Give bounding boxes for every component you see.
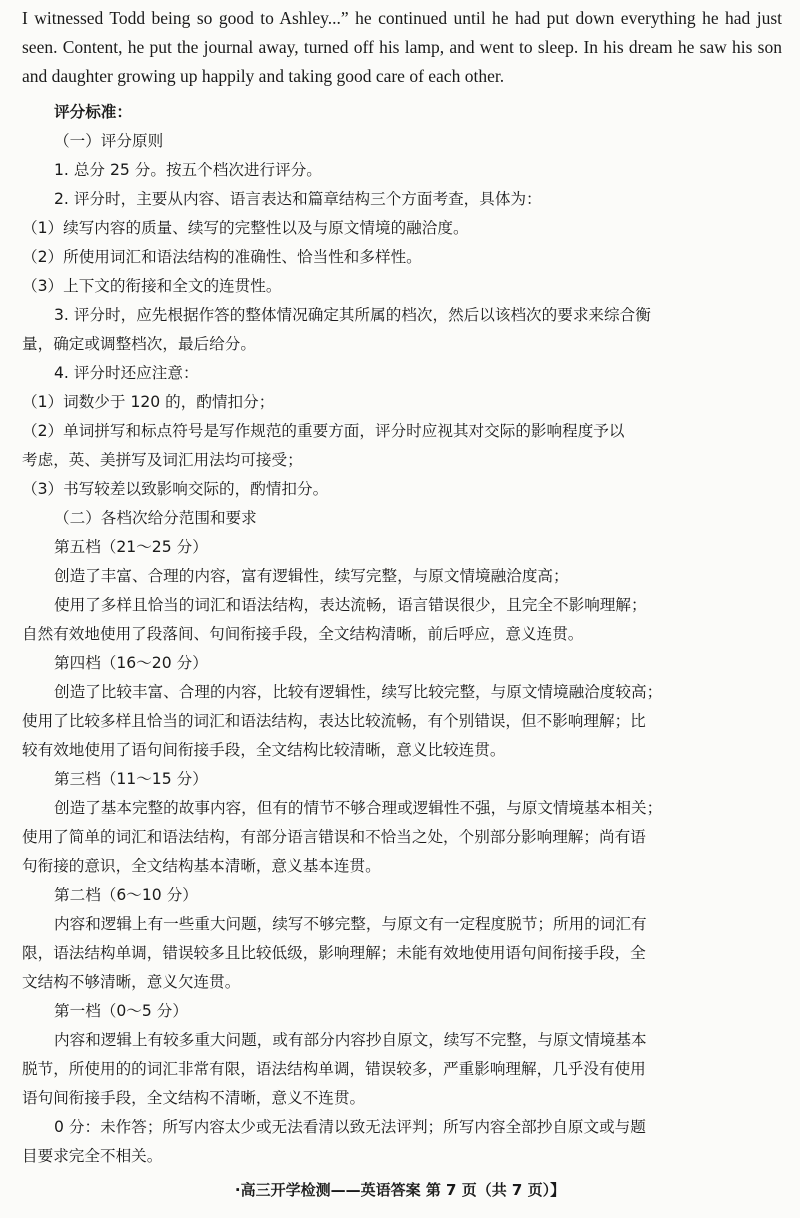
section-grades-title: （二）各档次给分范围和要求: [54, 509, 257, 527]
grade-3-line-3: 句衔接的意识，全文结构基本清晰，意义基本连贯。: [22, 857, 381, 875]
principle-1: 1. 总分 25 分。按五个档次进行评分。: [54, 161, 322, 179]
principle-3-line-1: 3. 评分时，应先根据作答的整体情况确定其所属的档次，然后以该档次的要求来综合衡: [54, 306, 651, 324]
section-principles-title: （一）评分原则: [54, 132, 164, 150]
grade-4-line-1: 创造了比较丰富、合理的内容，比较有逻辑性，续写比较完整，与原文情境融洽度较高；: [54, 683, 663, 701]
principle-4-item-3: （3）书写较差以致影响交际的，酌情扣分。: [22, 480, 329, 498]
grade-1-line-1: 内容和逻辑上有较多重大问题，或有部分内容抄自原文，续写不完整，与原文情境基本: [54, 1031, 647, 1049]
grade-5-line-3: 自然有效地使用了段落间、句间衔接手段，全文结构清晰，前后呼应，意义连贯。: [22, 625, 584, 643]
grade-2-line-3: 文结构不够清晰，意义欠连贯。: [22, 973, 241, 991]
english-story-ending: I witnessed Todd being so good to Ashley...” he continued until he had put down everything he had just seen. Content, he put the journal away, turned off his lamp, and went to sleep. In his dream he saw his son and daughter growing up happily and taking good care of each other.: [22, 8, 782, 86]
grade-5-title: 第五档（21～25 分）: [54, 538, 208, 556]
principle-4-item-1: （1）词数少于 120 的，酌情扣分；: [22, 393, 275, 411]
grade-5-line-1: 创造了丰富、合理的内容，富有逻辑性，续写完整，与原文情境融洽度高；: [54, 567, 569, 585]
grade-4-title: 第四档（16～20 分）: [54, 654, 208, 672]
grade-5-line-2: 使用了多样且恰当的词汇和语法结构，表达流畅，语言错误很少，且完全不影响理解；: [54, 596, 647, 614]
principle-4: 4. 评分时还应注意：: [54, 364, 199, 382]
zero-score-line-2: 目要求完全不相关。: [22, 1147, 163, 1165]
grade-2-line-2: 限，语法结构单调，错误较多且比较低级，影响理解；未能有效地使用语句间衔接手段，全: [22, 944, 646, 962]
principle-2: 2. 评分时，主要从内容、语言表达和篇章结构三个方面考查，具体为：: [54, 190, 542, 208]
rubric-title: 评分标准：: [54, 103, 132, 121]
grade-1-line-3: 语句间衔接手段，全文结构不清晰，意义不连贯。: [22, 1089, 366, 1107]
grade-2-line-1: 内容和逻辑上有一些重大问题，续写不够完整，与原文有一定程度脱节；所用的词汇有: [54, 915, 647, 933]
grade-3-line-1: 创造了基本完整的故事内容，但有的情节不够合理或逻辑性不强，与原文情境基本相关；: [54, 799, 663, 817]
grade-2-title: 第二档（6～10 分）: [54, 886, 198, 904]
principle-4-item-2-line-1: （2）单词拼写和标点符号是写作规范的重要方面，评分时应视其对交际的影响程度予以: [22, 422, 625, 440]
grade-3-title: 第三档（11～15 分）: [54, 770, 208, 788]
grade-4-line-3: 较有效地使用了语句间衔接手段，全文结构比较清晰，意义比较连贯。: [22, 741, 506, 759]
grade-1-line-2: 脱节，所使用的的词汇非常有限，语法结构单调，错误较多，严重影响理解，几乎没有使用: [22, 1060, 646, 1078]
zero-score-line-1: 0 分：未作答；所写内容太少或无法看清以致无法评判；所写内容全部抄自原文或与题: [54, 1118, 646, 1136]
principle-2-item-1: （1）续写内容的质量、续写的完整性以及与原文情境的融洽度。: [22, 219, 469, 237]
scoring-rubric: [22, 98, 782, 1171]
page-footer: ·高三开学检测——英语答案 第 7 页（共 7 页）】: [234, 1181, 566, 1199]
grade-4-line-2: 使用了比较多样且恰当的词汇和语法结构，表达比较流畅，有个别错误，但不影响理解；比: [22, 712, 646, 730]
grade-1-title: 第一档（0～5 分）: [54, 1002, 188, 1020]
grade-3-line-2: 使用了简单的词汇和语法结构，有部分语言错误和不恰当之处，个别部分影响理解；尚有语: [22, 828, 646, 846]
principle-4-item-2-line-2: 考虑，英、美拼写及词汇用法均可接受；: [22, 451, 303, 469]
principle-2-item-3: （3）上下文的衔接和全文的连贯性。: [22, 277, 282, 295]
principle-3-line-2: 量，确定或调整档次，最后给分。: [22, 335, 256, 353]
principle-2-item-2: （2）所使用词汇和语法结构的准确性、恰当性和多样性。: [22, 248, 422, 266]
